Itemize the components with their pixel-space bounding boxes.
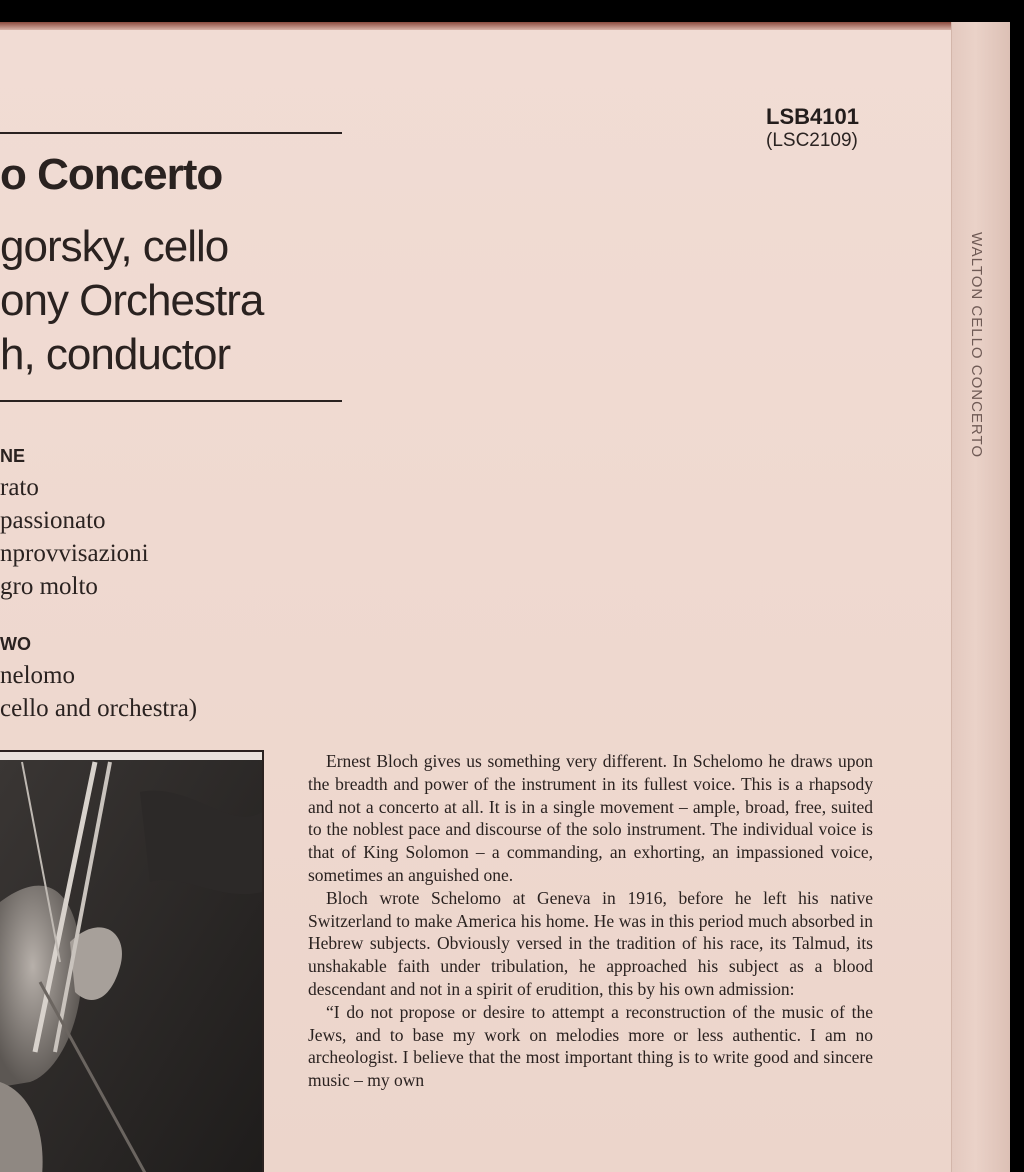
spine-title: WALTON CELLO CONCERTO <box>968 232 985 459</box>
side-two-track-2: cello and orchestra) <box>0 695 198 722</box>
side-two-heading: WO <box>0 634 31 654</box>
header-rule-top <box>0 132 342 134</box>
liner-notes-paragraph-3: “I do not propose or desire to attempt a reconstruction of the music of the Jews, and to base my work on melodies more or less authentic. I am no archeologist. I believe that the most important thing is to write good and sincere music – my own <box>308 1001 873 1091</box>
catalog-alt-number: (LSC2109) <box>766 130 858 151</box>
catalog-number: LSB4101 <box>766 104 859 129</box>
sleeve-top-edge <box>0 22 1010 30</box>
side-one-track-3: nprovvisazioni <box>0 540 149 567</box>
liner-notes <box>308 750 873 1092</box>
header-rule-bottom <box>0 400 342 402</box>
liner-notes-paragraph-2: Bloch wrote Schelomo at Geneva in 1916, before he left his native Switzerland to make America his home. He was in this period much absorbed in Hebrew subjects. Obviously versed in the tradition of his race, its Talmud, its unshakable faith under tribulation, he approached his subject as a blood descendant and not in a spirit of erudition, this by his own admission: <box>308 887 873 999</box>
liner-notes-paragraph-1: Ernest Bloch gives us something very different. In Schelomo he draws upon the breadth and power of the instrument in its fullest voice. This is a rhapsody and not a concerto at all. It is in a single movement – ample, broad, free, suited to the noblest pace and discourse of the solo instrument. The individual voice is that of King Solomon – a commanding, an exhorting, an impassioned voice, sometimes an anguished one. <box>308 751 873 885</box>
side-one-track-4: gro molto <box>0 573 98 600</box>
side-one-track-2: passionato <box>0 507 106 534</box>
cellist-photo-image <box>0 752 262 1172</box>
side-one-heading: NE <box>0 446 26 466</box>
sleeve-spine <box>951 22 1010 1172</box>
side-one-track-1: rato <box>0 474 39 501</box>
cellist-photo <box>0 750 264 1172</box>
orchestra-credit: ony Orchestra <box>0 276 264 325</box>
album-title: o Concerto <box>0 150 223 199</box>
conductor-credit: h, conductor <box>0 330 231 379</box>
record-sleeve-back <box>0 22 1010 1172</box>
soloist-credit: gorsky, cello <box>0 222 229 271</box>
side-two-track-1: nelomo <box>0 662 75 689</box>
